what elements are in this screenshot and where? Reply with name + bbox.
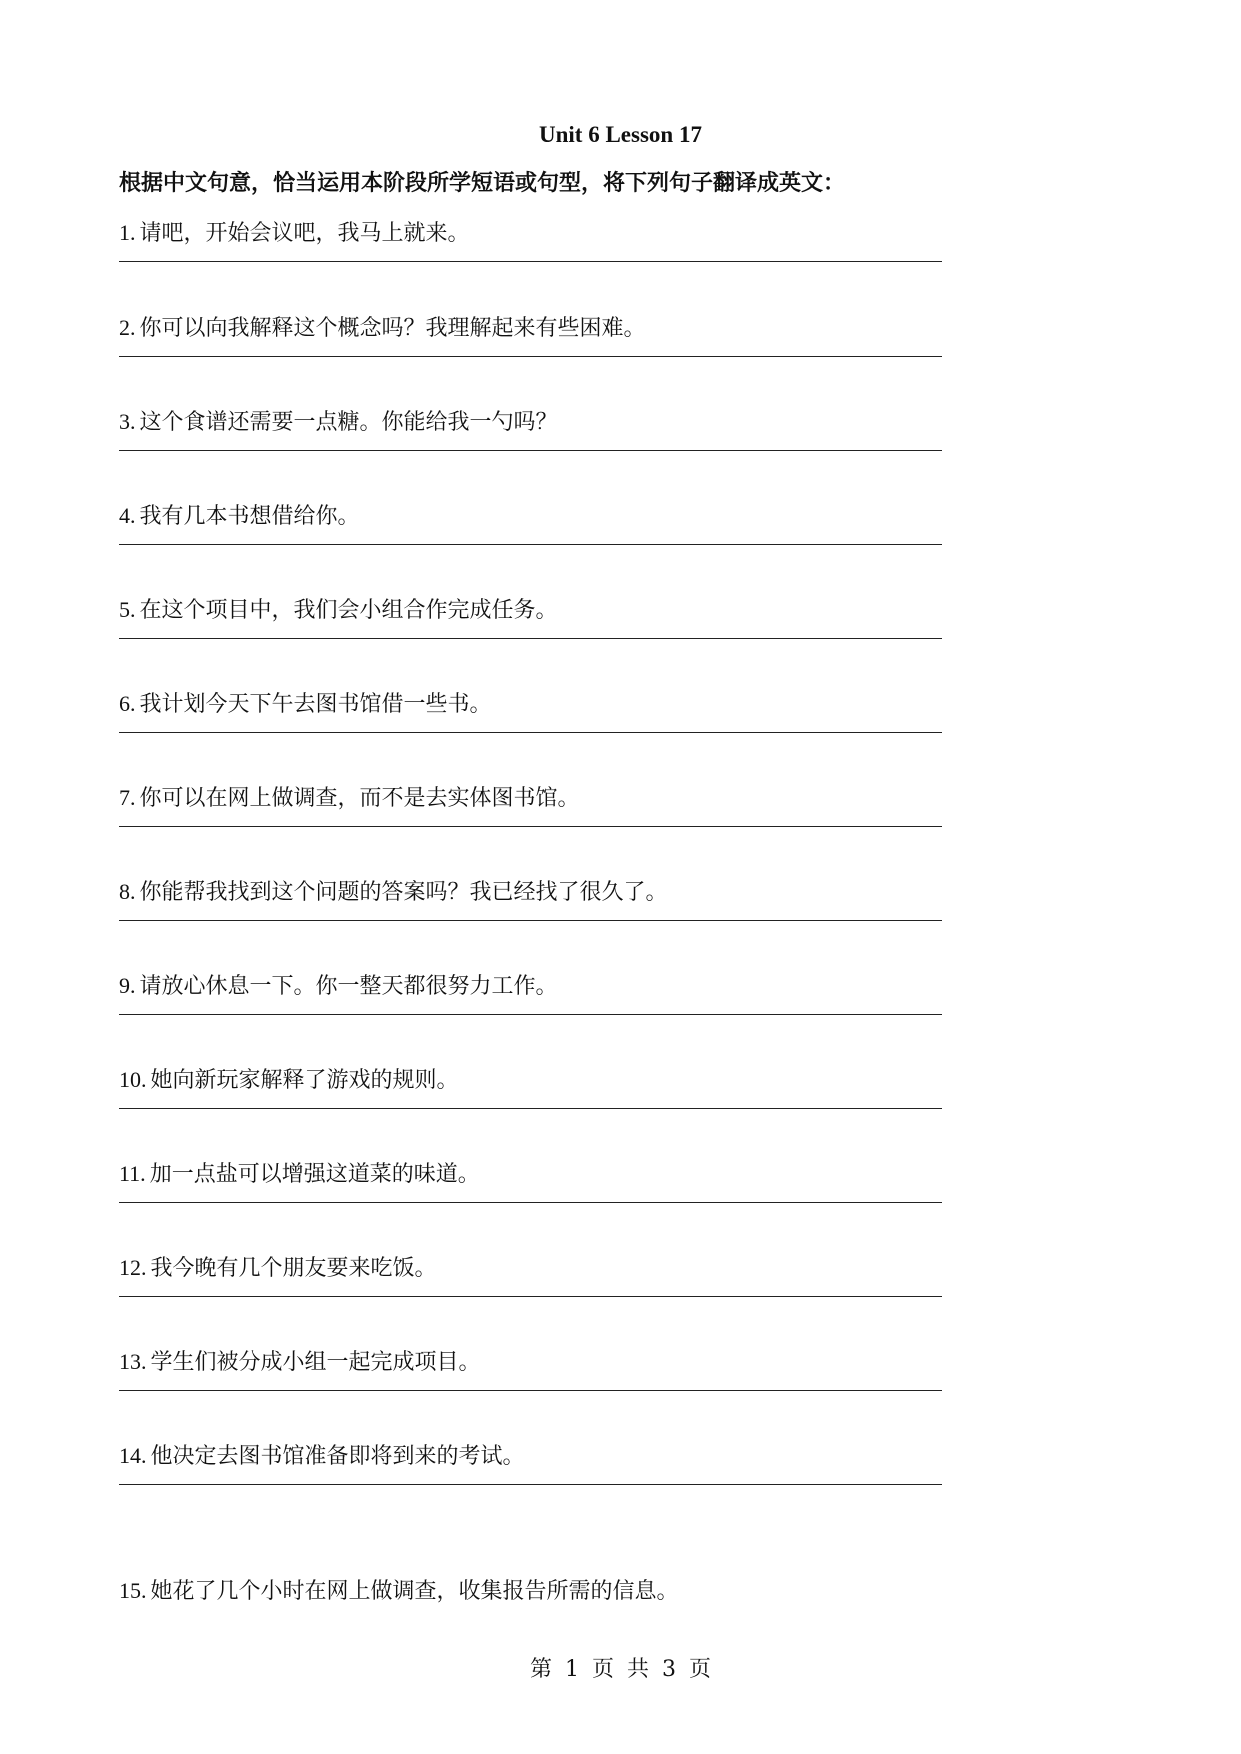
question-number: 11. (119, 1161, 146, 1186)
answer-line[interactable] (119, 1484, 942, 1485)
question-text: 学生们被分成小组一起完成项目。 (150, 1350, 481, 1375)
answer-line[interactable] (119, 1014, 942, 1015)
question-item (119, 1253, 437, 1283)
question-number: 2. (119, 315, 136, 340)
answer-line[interactable] (119, 1390, 942, 1391)
question-text: 你能帮我找到这个问题的答案吗？我已经找了很久了。 (139, 880, 668, 905)
question-number: 6. (119, 691, 136, 716)
question-number: 3. (119, 409, 136, 434)
question-item (119, 1576, 679, 1606)
question-text: 在这个项目中，我们会小组合作完成任务。 (139, 598, 558, 623)
question-text: 你可以向我解释这个概念吗？我理解起来有些困难。 (139, 316, 646, 341)
instruction-text: 根据中文句意，恰当运用本阶段所学短语或句型，将下列句子翻译成英文： (119, 170, 846, 196)
answer-line[interactable] (119, 1202, 942, 1203)
question-item (119, 595, 558, 625)
question-number: 10. (119, 1067, 147, 1092)
question-number: 1. (119, 220, 136, 245)
question-item (119, 501, 360, 531)
question-text: 这个食谱还需要一点糖。你能给我一勺吗？ (139, 410, 558, 435)
question-number: 12. (119, 1255, 147, 1280)
question-number: 15. (119, 1578, 147, 1603)
question-item (119, 971, 558, 1001)
question-text: 她向新玩家解释了游戏的规则。 (150, 1068, 459, 1093)
answer-line[interactable] (119, 826, 942, 827)
question-item (119, 407, 558, 437)
question-item (119, 218, 470, 248)
question-text: 请吧，开始会议吧，我马上就来。 (139, 221, 470, 246)
question-item (119, 783, 580, 813)
question-text: 他决定去图书馆准备即将到来的考试。 (150, 1444, 525, 1469)
question-text: 请放心休息一下。你一整天都很努力工作。 (139, 974, 558, 999)
question-text: 你可以在网上做调查，而不是去实体图书馆。 (139, 786, 580, 811)
question-number: 5. (119, 597, 136, 622)
page-footer: 第 1 页 共 3 页 (530, 1657, 711, 1682)
answer-line[interactable] (119, 261, 942, 262)
question-item (119, 689, 492, 719)
question-text: 加一点盐可以增强这道菜的味道。 (149, 1162, 480, 1187)
question-item (119, 877, 668, 907)
answer-line[interactable] (119, 544, 942, 545)
answer-line[interactable] (119, 920, 942, 921)
question-text: 我计划今天下午去图书馆借一些书。 (139, 692, 492, 717)
question-number: 9. (119, 973, 136, 998)
question-number: 13. (119, 1349, 147, 1374)
page-title: Unit 6 Lesson 17 (539, 122, 702, 147)
question-number: 4. (119, 503, 136, 528)
question-item (119, 313, 646, 343)
question-item (119, 1159, 480, 1189)
answer-line[interactable] (119, 450, 942, 451)
question-text: 她花了几个小时在网上做调查，收集报告所需的信息。 (150, 1579, 679, 1604)
answer-line[interactable] (119, 1296, 942, 1297)
answer-line[interactable] (119, 356, 942, 357)
question-item (119, 1347, 481, 1377)
question-number: 7. (119, 785, 136, 810)
question-number: 14. (119, 1443, 147, 1468)
question-item (119, 1065, 459, 1095)
answer-line[interactable] (119, 1108, 942, 1109)
question-text: 我今晚有几个朋友要来吃饭。 (150, 1256, 437, 1281)
question-item (119, 1441, 525, 1471)
answer-line[interactable] (119, 638, 942, 639)
question-number: 8. (119, 879, 136, 904)
question-text: 我有几本书想借给你。 (139, 504, 360, 529)
answer-line[interactable] (119, 732, 942, 733)
